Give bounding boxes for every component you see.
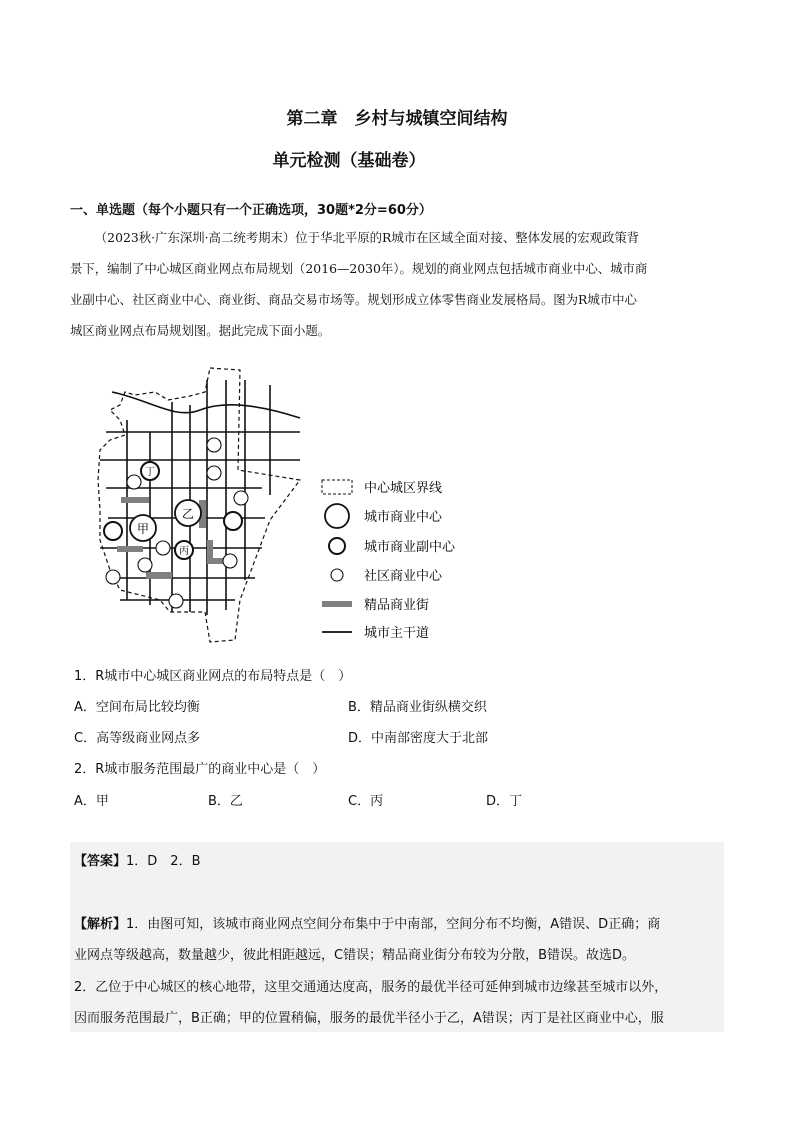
question-1-option-a[interactable]: A．空间布局比较均衡 (74, 700, 200, 715)
question-1-option-c[interactable]: C．高等级商业网点多 (74, 731, 201, 746)
question-2-option-b[interactable]: B．乙 (208, 794, 243, 809)
page-subtitle: 单元检测（基础卷） (272, 151, 426, 171)
answer-label: 【答案】 (74, 854, 127, 869)
answer-box (70, 842, 724, 1032)
question-2-option-d[interactable]: D．丁 (486, 794, 523, 809)
analysis-line: 2．乙位于中心城区的核心地带，这里交通通达度高，服务的最优半径可延伸到城市边缘甚至城市以外， (74, 980, 668, 995)
question-2-option-c[interactable]: C．丙 (348, 794, 384, 809)
passage-line: 业副中心、社区商业中心、商业街、商品交易市场等。规划形成立体零售商业发展格局。图为R城市中心 (70, 292, 637, 307)
label-bing: 丙 (179, 546, 189, 557)
analysis-label: 【解析】 (74, 917, 127, 932)
boutique-streets (117, 497, 225, 579)
sub-centers (104, 462, 242, 559)
question-2-option-a[interactable]: A．甲 (74, 794, 109, 809)
legend-boutique-street: 精品商业街 (364, 598, 430, 613)
passage-line: 景下，编制了中心城区商业网点布局规划（2016—2030年）。规划的商业网点包括城市商业中心、城市商 (70, 261, 648, 276)
question-1-option-d[interactable]: D．中南部密度大于北部 (348, 731, 489, 746)
label-jia: 甲 (136, 522, 150, 536)
analysis-line (74, 913, 660, 932)
legend-city-center: 城市商业中心 (364, 510, 443, 525)
passage-line: （2023秋·广东深圳·高二统考期末）位于华北平原的R城市在区域全面对接、整体发展的宏观政策背 (94, 230, 640, 245)
section-heading: 一、单选题（每个小题只有一个正确选项，30题*2分=60分） (70, 203, 432, 218)
label-ding: 丁 (145, 467, 155, 478)
answer-text: 1．D 2．B (126, 854, 201, 869)
question-1-option-b[interactable]: B．精品商业街纵横交织 (348, 700, 487, 715)
analysis-line: 业网点等级越高，数量越少，彼此相距越远，C错误；精品商业街分布较为分散，B错误。故选D。 (74, 948, 636, 963)
question-2-stem: 2．R城市服务范围最广的商业中心是（ ） (74, 762, 326, 777)
map-legend (322, 480, 456, 641)
legend-main-road: 城市主干道 (364, 626, 430, 641)
legend-community-center: 社区商业中心 (364, 569, 443, 584)
passage (70, 222, 720, 346)
passage-line: 城区商业网点布局规划图。据此完成下面小题。 (70, 323, 331, 338)
label-yi: 乙 (181, 507, 195, 521)
legend-sub-center: 城市商业副中心 (364, 540, 456, 555)
page-title: 第二章 乡村与城镇空间结构 (286, 109, 508, 129)
answer-line (74, 850, 201, 869)
analysis-text: 1．由图可知，该城市商业网点空间分布集中于中南部，空间分布不均衡，A错误、D正确；商 (126, 917, 661, 932)
question-1-stem: 1．R城市中心城区商业网点的布局特点是（ ） (74, 669, 352, 684)
analysis-line: 因而服务范围最广，B正确；甲的位置稍偏，服务的最优半径小于乙，A错误；丙丁是社区商业中心，服 (74, 1011, 664, 1026)
legend-boundary: 中心城区界线 (364, 481, 443, 496)
commercial-layout-map (90, 360, 480, 650)
